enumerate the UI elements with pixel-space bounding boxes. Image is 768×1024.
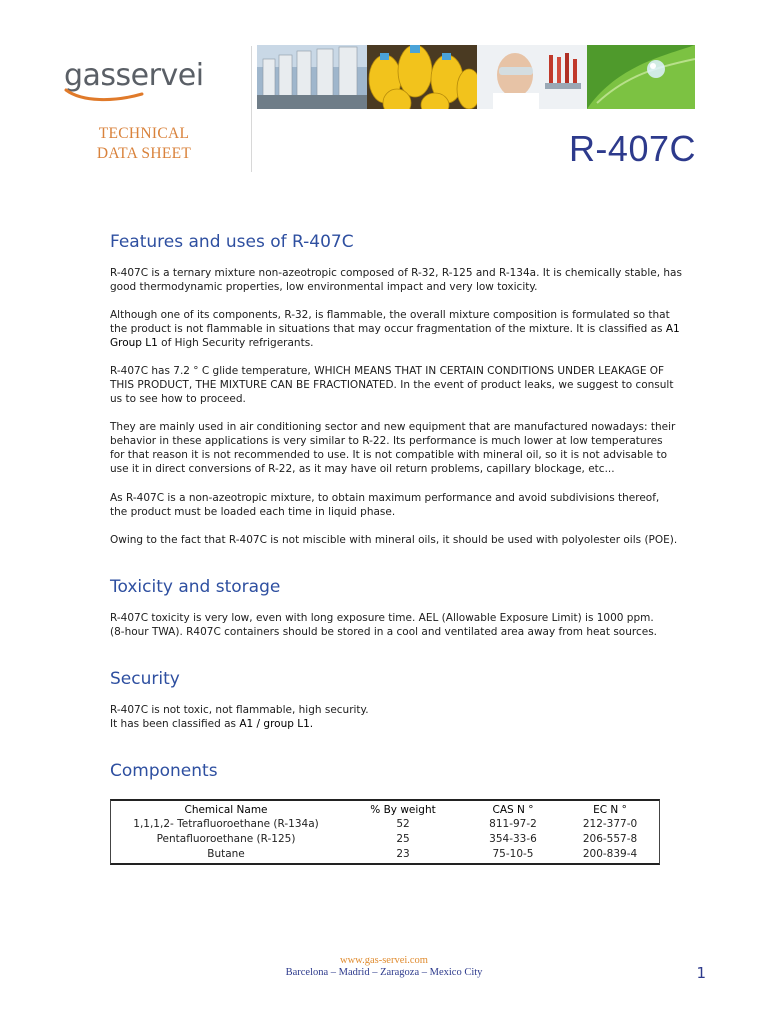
text-line: THIS PRODUCT, THE MIXTURE CAN BE FRACTIONATED. In the event of product leaks, we suggest to consult xyxy=(110,379,674,391)
page-number: 1 xyxy=(696,964,706,982)
text-line: the product must be loaded each time in liquid phase. xyxy=(110,506,396,518)
header-divider xyxy=(251,46,252,172)
footer-website-link[interactable]: www.gas-servei.com xyxy=(340,955,428,966)
table-cell: 200-839-4 xyxy=(582,847,638,860)
features-paragraph-1 xyxy=(110,266,682,294)
section-title-security: Security xyxy=(110,669,180,689)
table-cell: 206-557-8 xyxy=(582,832,638,845)
table-cell: Butane xyxy=(207,847,245,860)
text-fragment: It has been classified as xyxy=(110,718,240,730)
table-cell: 212-377-0 xyxy=(582,817,638,830)
classification-highlight: A1 / group L1. xyxy=(239,718,314,730)
security-paragraph xyxy=(110,703,658,731)
text-line: behavior in these applications is very similar to R-22. Its performance is much lower at low temperatures xyxy=(110,435,663,447)
text-line: R-407C toxicity is very low, even with long exposure time. AEL (Allowable Exposure Limit) is 1000 ppm. xyxy=(110,612,654,624)
section-title-features: Features and uses of R-407C xyxy=(110,232,354,252)
table-cell: 23 xyxy=(396,847,410,860)
text-line: use it in direct conversions of R-22, as it may have oil return problems, capillary blockage, etc... xyxy=(110,463,615,475)
text-line: R-407C has 7.2 ° C glide temperature, WHICH MEANS THAT IN CERTAIN CONDITIONS UNDER LEAKAGE OF xyxy=(110,365,665,377)
text-line: (8-hour TWA). R407C containers should be stored in a cool and ventilated area away from heat sources. xyxy=(110,626,657,638)
text-line xyxy=(110,336,658,350)
doc-type-line1: TECHNICAL xyxy=(98,125,190,142)
text-line xyxy=(110,322,680,336)
table-cell: 52 xyxy=(396,817,410,830)
text-line: R-407C is a ternary mixture non-azeotropic composed of R-32, R-125 and R-134a. It is chemically stable, has xyxy=(110,267,682,279)
logo-swoosh-icon xyxy=(64,86,144,102)
section-title-toxicity: Toxicity and storage xyxy=(110,577,281,597)
features-paragraph-4 xyxy=(110,420,676,476)
table-cell: 354-33-6 xyxy=(489,832,537,845)
table-cell: 75-10-5 xyxy=(492,847,534,860)
column-header: % By weight xyxy=(370,803,436,816)
components-table xyxy=(110,799,660,865)
table-row xyxy=(111,846,659,861)
text-line xyxy=(110,717,658,731)
text-line: us to see how to proceed. xyxy=(110,393,246,405)
column-header: CAS N ° xyxy=(492,803,534,816)
logo-wordmark: gasservei xyxy=(64,58,204,93)
table-cell: Pentafluoroethane (R-125) xyxy=(156,832,296,845)
classification-highlight: A1 xyxy=(665,323,680,335)
features-paragraph-6 xyxy=(110,533,678,547)
table-header-row xyxy=(111,802,659,816)
table-cell: 1,1,1,2- Tetrafluoroethane (R-134a) xyxy=(133,817,319,830)
table-row xyxy=(111,831,659,846)
document-type-label xyxy=(80,124,208,164)
section-title-components: Components xyxy=(110,761,218,781)
product-code-title: R-407C xyxy=(568,128,696,169)
table-row xyxy=(111,816,659,831)
company-logo xyxy=(64,58,229,110)
text-line: for that reason it is not recommended to use. It is not compatible with mineral oil, so it is not advisable to xyxy=(110,449,667,461)
features-paragraph-2 xyxy=(110,308,680,350)
column-header: EC N ° xyxy=(593,803,627,816)
features-paragraph-5 xyxy=(110,491,658,519)
table-cell: 811-97-2 xyxy=(489,817,537,830)
features-paragraph-3 xyxy=(110,364,674,406)
footer-office-locations: Barcelona – Madrid – Zaragoza – Mexico City xyxy=(285,967,483,978)
doc-type-line2: DATA SHEET xyxy=(96,145,192,162)
column-header: Chemical Name xyxy=(184,803,268,816)
text-fragment: the product is not flammable in situations that may occur fragmentation of the mixture. It is classified as xyxy=(110,323,663,335)
text-fragment: of High Security refrigerants. xyxy=(157,337,314,349)
text-line: Although one of its components, R-32, is flammable, the overall mixture composition is formulated so that xyxy=(110,309,670,321)
header-photo-banner xyxy=(257,45,695,109)
classification-highlight: Group L1 xyxy=(110,337,158,349)
text-line: R-407C is not toxic, not flammable, high security. xyxy=(110,704,369,716)
table-cell: 25 xyxy=(396,832,410,845)
text-line: Owing to the fact that R-407C is not miscible with mineral oils, it should be used with polyolester oils (POE). xyxy=(110,534,678,546)
toxicity-paragraph xyxy=(110,611,658,639)
text-line: good thermodynamic properties, low environmental impact and very low toxicity. xyxy=(110,281,538,293)
text-line: As R-407C is a non-azeotropic mixture, to obtain maximum performance and avoid subdivisions thereof, xyxy=(110,492,660,504)
text-line: They are mainly used in air conditioning sector and new equipment that are manufactured nowadays: their xyxy=(110,421,676,433)
